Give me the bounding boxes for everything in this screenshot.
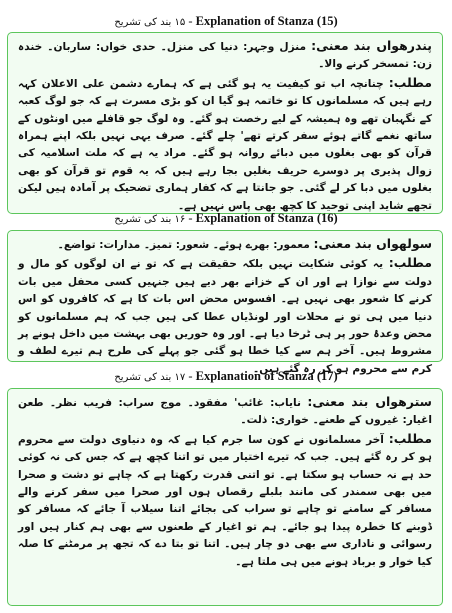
stanza-16-heading: سولھواں بند	[354, 236, 432, 251]
stanza-17-title-urdu: ۱۷ بند کی تشریح	[114, 372, 186, 383]
stanza-15-title-urdu: ۱۵ بند کی تشریح	[114, 17, 186, 28]
stanza-16-title: ۱۶ بند کی تشریح - Explanation of Stanza (16)	[114, 211, 338, 225]
stanza-16-explanation-paragraph	[18, 254, 432, 378]
stanza-16-meanings-label: معنی:	[313, 236, 352, 251]
stanza-17-title-english: Explanation of Stanza (17)	[195, 369, 338, 383]
stanza-15-meanings-label: معنی:	[311, 38, 349, 53]
stanza-16-title-english: Explanation of Stanza (16)	[195, 211, 338, 225]
stanza-17-meanings-paragraph	[18, 393, 432, 430]
stanza-15-meanings-paragraph	[18, 37, 432, 74]
stanza-16-title-urdu: ۱۶ بند کی تشریح	[114, 214, 186, 225]
stanza-16-explanation: یہ کوئی شکایت نہیں بلکہ حقیقت ہے کہ تو نے ان لوگوں کو مال و دولت سے نوازا ہے اور ان کے خزانے بھر دیے ہیں جنہیں کسی محفل میں بات کرنے کا شعور بھی نہیں ہے۔ افسوس محض اس بات کا ہے کہ کافروں کو اس دنیا میں ہی تو نے محلات اور لونڈیاں عطا کی ہیں جب کہ ہم مسلمانوں کو محض وعدۂ حور پر ہی ٹرخا دیا ہے۔ اور وہ حوریں بھی بہشت میں داخل ہونے پر مشروط ہیں۔ آخر ہم سے کیا خطا ہو گئی جو پہلے کی طرح ہم تیرے لطف و کرم سے محروم ہو کر رہ گئے ہیں۔	[18, 258, 432, 375]
stanza-15-explanation: چنانچہ اب تو کیفیت یہ ہو گئی ہے کہ ہمارے دشمن علی الاعلان کہہ رہے ہیں کہ مسلمانوں کا تو خاتمہ ہو گیا ان کو بڑی مسرت ہے کہ جو لوگ کعبہ کے نگہبان تھے وہ ہمیشہ کے لیے رخصت ہو گئے۔ وہ لوگ جو قافلے میں اونٹوں کے ساتھ نغمے گاتے ہوئے سفر کرتے تھے' چلے گئے۔ صرف یہی نہیں بلکہ اپنے ہمراہ قرآن کو بھی بغلوں میں دبائے روانہ ہو گئے۔ مراد یہ ہے کہ ملت اسلامیہ کی زوال پذیری پر دوسرے حریف بغلیں بجا رہے ہیں کہ یہ قوم تو قرآن کو بھی بغلوں میں دبا کر لے گئی۔ جو جانتا ہے کہ کفار ہماری تضحیک پر آمادہ ہیں لیکن تجھے شاید اپنی توحید کا کچھ بھی پاس نہیں ہے۔	[18, 77, 432, 212]
stanza-17-section	[0, 368, 452, 568]
stanza-16-meanings: معمور: بھرے ہوئے۔ شعور: تمیز۔ مدارات: تواضع۔	[57, 239, 310, 251]
stanza-15-box	[7, 32, 443, 214]
stanza-15-explanation-label: مطلب:	[388, 74, 432, 90]
stanza-16-box	[7, 230, 443, 375]
stanza-17-box	[7, 388, 443, 606]
stanza-15-heading: پندرھواں بند	[353, 38, 432, 53]
stanza-16-section	[0, 210, 452, 375]
stanza-17-explanation: آخر مسلمانوں نے کون سا جرم کیا ہے کہ وہ دنیاوی دولت سے محروم ہو کر رہ گئے ہیں۔ جب کہ تیرے اختیار میں تو اتنا کچھ ہے کہ جس کی نہ کوئی حد ہے نہ حساب ہو سکتا ہے۔ تو اتنی قدرت رکھتا ہے کہ چاہے تو دشت و صحرا میں بھی سمندر کی مانند بلبلے رقصاں ہوں اور صحرا میں سفر کرنے والے مسافر کے سامنے تو چاہے تو سراب کی بجائے اتنا سیلاب آ جائے کہ مسافر کو ڈوبنے کا خطرہ پیدا ہو جائے۔ ہم تو اغیار کے طعنوں سے بھی ہم کنار ہیں اور رسوائی و ناداری سے بھی دو چار ہیں۔ اتنا تو بتا دے کہ تجھ پر مرمٹنے کا صلہ کیا خوار و برباد ہونے میں ہی ملتا ہے۔	[18, 433, 432, 568]
stanza-15-title: ۱۵ بند کی تشریح - Explanation of Stanza (15)	[114, 14, 338, 28]
stanza-16-meanings-paragraph	[18, 235, 432, 254]
stanza-15-meanings: منزل وجہر: دنیا کی منزل۔ حدی خواں: ساربان۔ خندہ زن: تمسخر کرنے والا۔	[18, 41, 432, 71]
stanza-17-explanation-label: مطلب:	[388, 430, 432, 446]
stanza-17-meanings: نایاب: غائب' مفقود۔ موج سراب: فریب نظر۔ طعن اغیار: غیروں کے طعنے۔ خواری: ذلت۔	[18, 397, 432, 427]
stanza-15-section	[0, 13, 452, 212]
stanza-17-explanation-paragraph	[18, 430, 432, 571]
stanza-15-title-english: Explanation of Stanza (15)	[195, 14, 338, 28]
stanza-15-explanation-paragraph	[18, 74, 432, 215]
stanza-17-meanings-label: معنی:	[307, 394, 345, 409]
stanza-17-heading: سترھواں بند	[351, 394, 432, 409]
stanza-17-title: ۱۷ بند کی تشریح - Explanation of Stanza (17)	[114, 369, 338, 383]
stanza-16-explanation-label: مطلب:	[388, 255, 432, 271]
